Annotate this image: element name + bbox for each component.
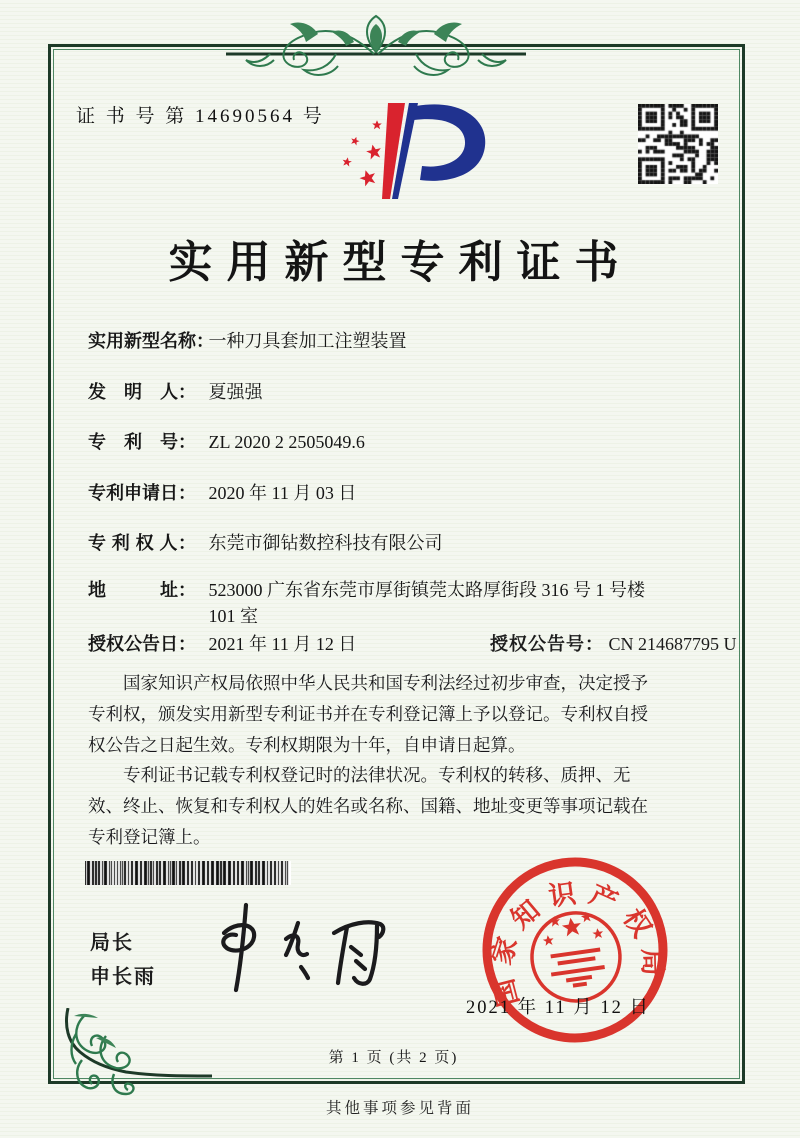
field-row-grant-date: [88, 631, 737, 657]
barcode-icon: [85, 861, 291, 885]
signer-title: 局长: [90, 932, 134, 954]
signer-name: 申长雨: [90, 966, 156, 988]
handwritten-signature-icon: [198, 893, 403, 1001]
field-label: 授权公告号：: [490, 634, 604, 654]
field-value: 东莞市御钻数控科技有限公司: [208, 533, 443, 553]
field-value: ZL 2020 2 2505049.6: [208, 432, 365, 452]
field-value: CN 214687795 U: [608, 634, 737, 654]
field-label: 地 址：: [88, 580, 196, 600]
field-grant-number: [490, 631, 737, 657]
national-emblem-icon: [526, 907, 625, 1006]
field-row-address: [88, 577, 661, 629]
field-label: 发 明 人：: [88, 382, 196, 402]
cnipa-logo-icon: [322, 98, 498, 206]
field-row-patentee: [88, 530, 443, 556]
official-seal-icon: [465, 840, 684, 1059]
field-value: 2021 年 11 月 12 日: [208, 634, 357, 654]
field-value: 夏强强: [208, 382, 263, 402]
field-label: 专 利 号：: [88, 432, 196, 452]
document-title: 实用新型专利证书: [168, 238, 633, 287]
field-row-patent-number: [88, 429, 365, 455]
legal-paragraph-1: 国家知识产权局依照中华人民共和国专利法经过初步审查，决定授予专利权，颁发实用新型专利证书并在专利登记簿上予以登记。专利权自授权公告之日起生效。专利权期限为十年，自申请日起算。: [88, 673, 648, 755]
field-value: 2020 年 11 月 03 日: [208, 483, 357, 503]
legal-paragraph-2: 专利证书记载专利权登记时的法律状况。专利权的转移、质押、无效、终止、恢复和专利权人的姓名或名称、国籍、地址变更等事项记载在专利登记簿上。: [88, 765, 648, 847]
field-row-filing-date: [88, 480, 356, 506]
field-row-invention-name: [88, 328, 407, 354]
field-label: 专利申请日：: [88, 483, 196, 503]
field-value: 523000 广东省东莞市厚街镇莞太路厚街段 316 号 1 号楼 101 室: [208, 580, 645, 626]
field-row-inventor: [88, 379, 263, 405]
page-number: 第 1 页 (共 2 页): [328, 1050, 459, 1066]
seal-text: 国家知识产权局: [485, 876, 669, 1010]
top-flourish-ornament-icon: [226, 8, 526, 90]
back-note: 其他事项参见背面: [325, 1100, 474, 1117]
certificate-number: 证 书 号 第 14690564 号: [76, 106, 325, 127]
field-value: 一种刀具套加工注塑装置: [208, 331, 407, 351]
legal-text: [88, 668, 652, 853]
seal-date: 2021 年 11 月 12 日: [466, 998, 650, 1018]
field-label: 实用新型名称：: [88, 331, 214, 351]
corner-flourish-ornament-icon: [62, 1008, 212, 1103]
qr-code-icon: [638, 104, 718, 184]
field-label: 授权公告日：: [88, 634, 196, 654]
field-label: 专 利 权 人：: [88, 533, 196, 553]
